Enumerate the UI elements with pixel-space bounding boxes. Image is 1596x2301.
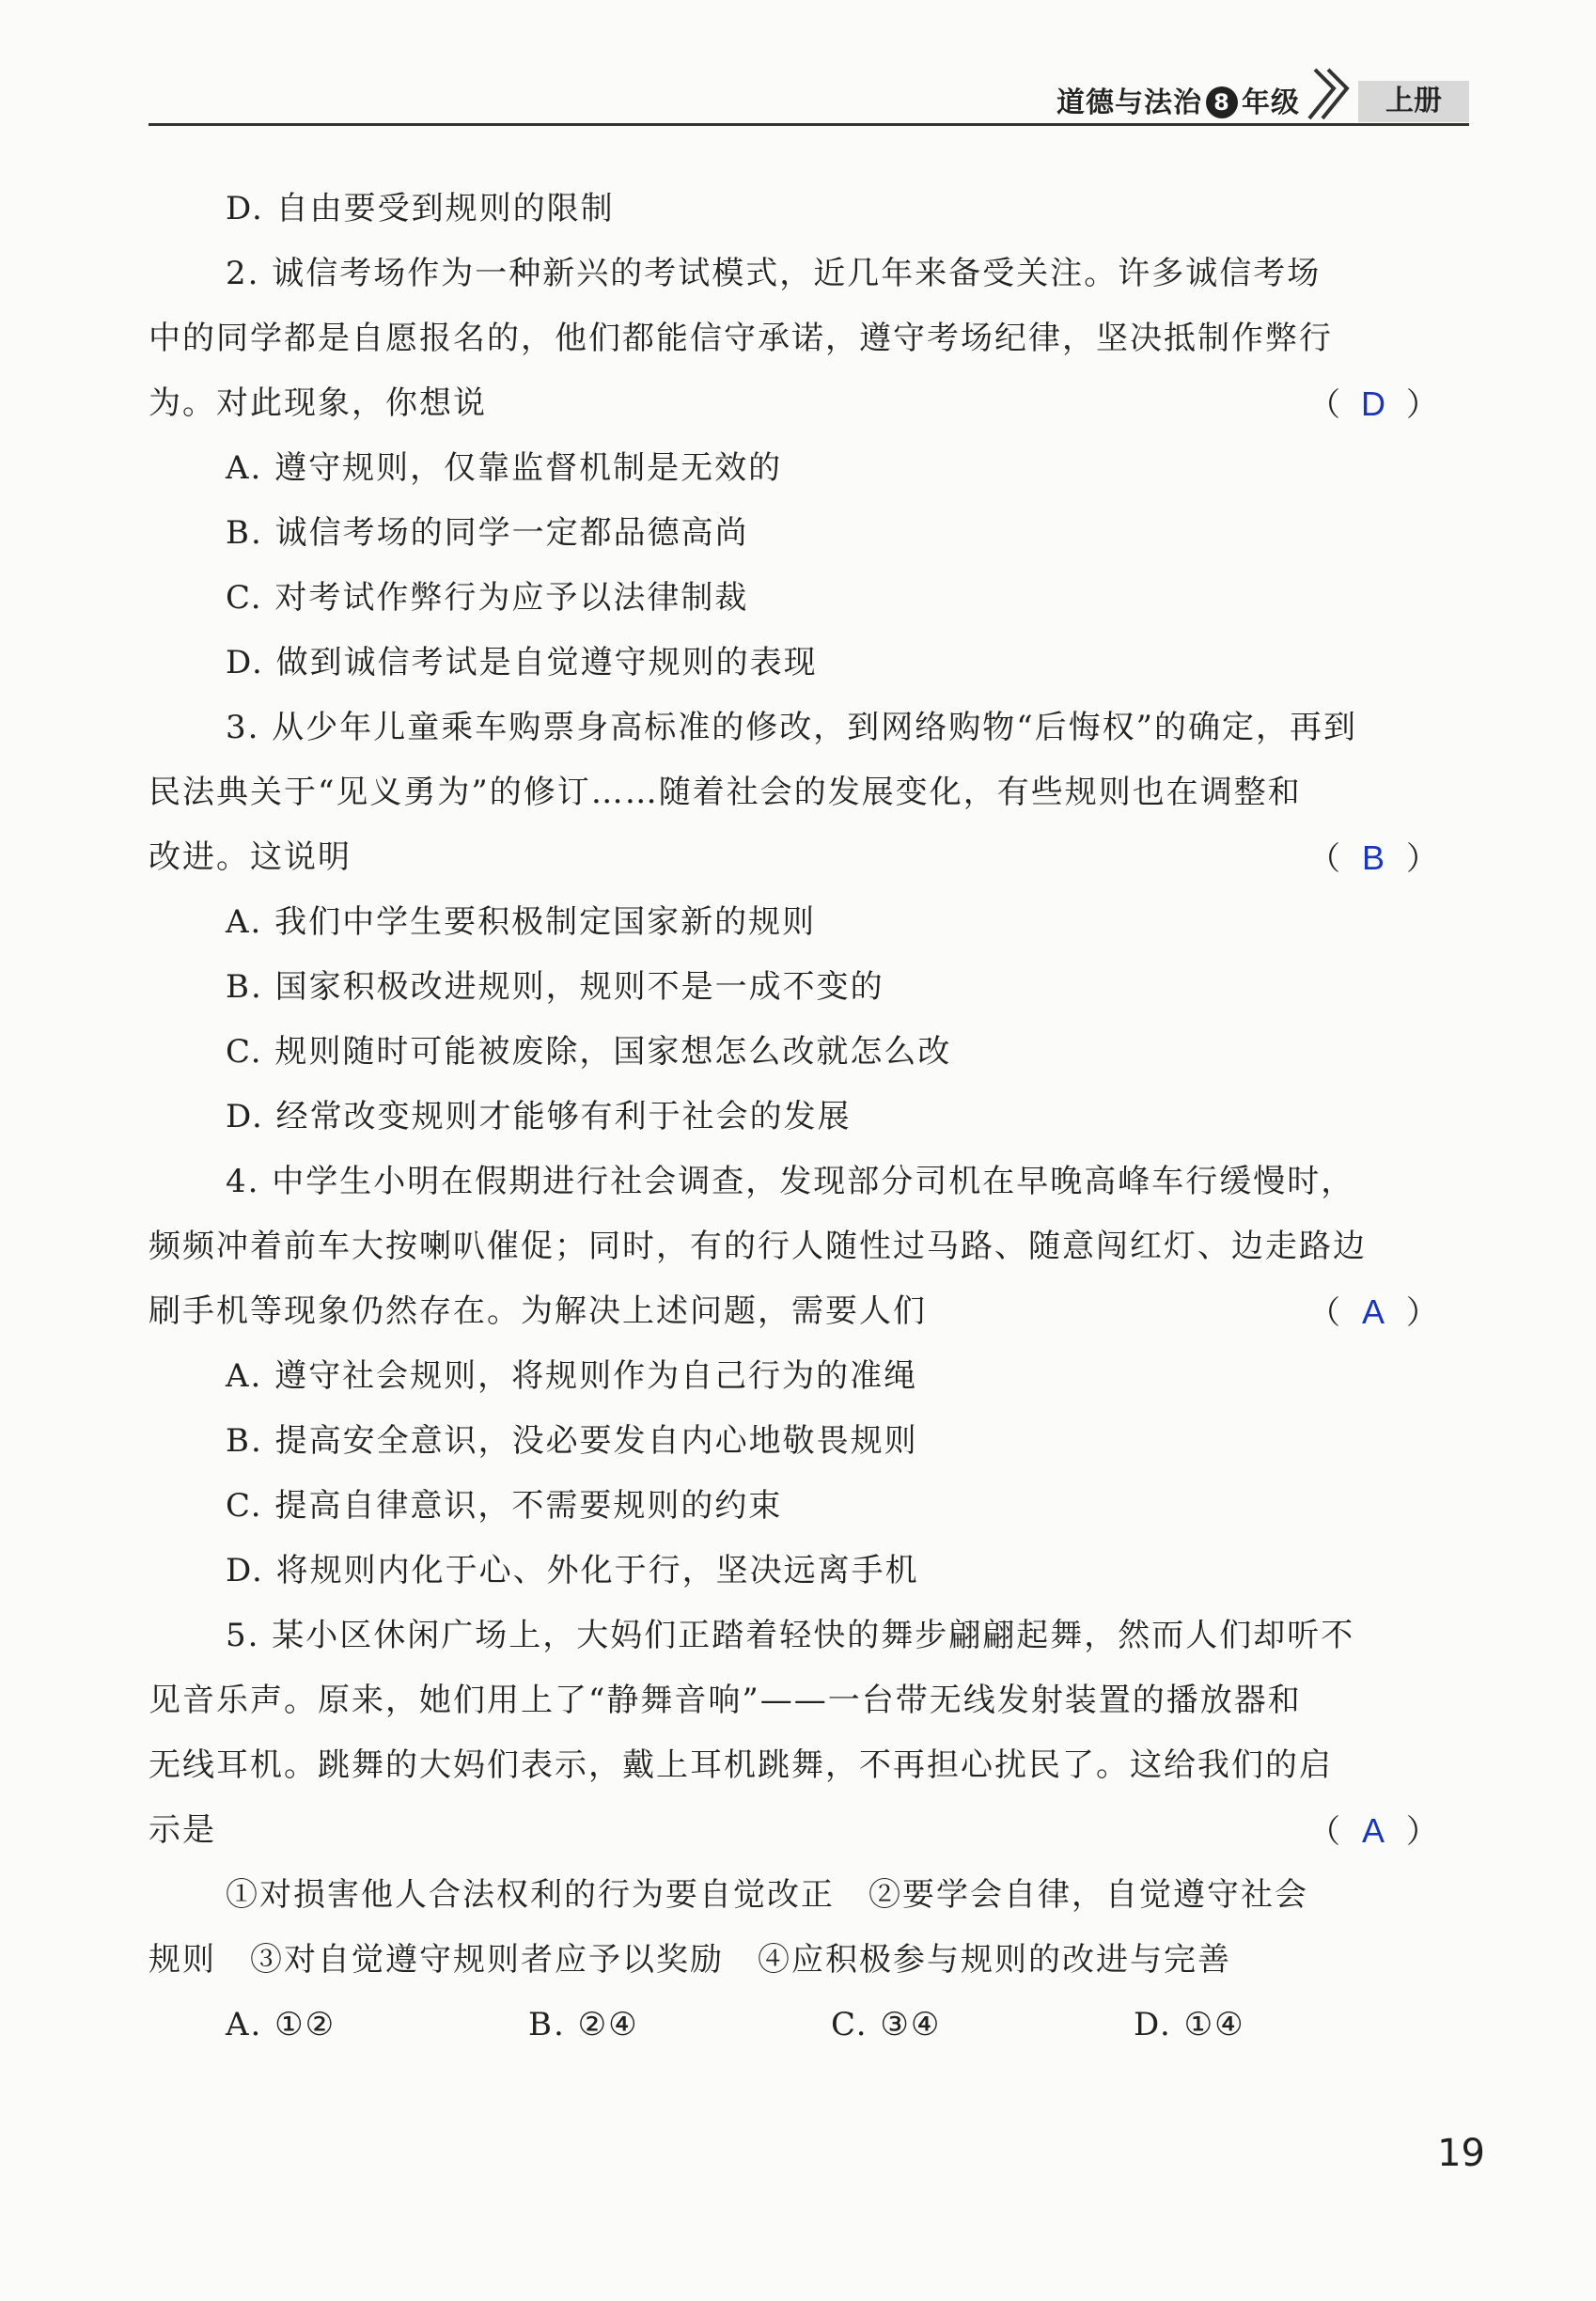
- paren-open: （: [1308, 386, 1340, 424]
- paren-close: ）: [1406, 386, 1438, 424]
- option-a: A. 遵守规则，仅靠监督机制是无效的: [226, 449, 783, 487]
- answer-letter: A: [1361, 1292, 1385, 1331]
- page-header: [149, 73, 1469, 126]
- question-3-stem: 3. 从少年儿童乘车购票身高标准的修改，到网络购物“后悔权”的确定，再到: [226, 709, 1358, 746]
- question-5-stem-end: [149, 1798, 1438, 1863]
- header-rule: [149, 123, 1469, 126]
- option-a: A. 我们中学生要积极制定国家新的规则: [226, 903, 817, 941]
- question-3-stem-end: [149, 825, 1438, 890]
- answer-bracket: [1308, 371, 1438, 438]
- option-row: [149, 1993, 1438, 2058]
- option-d: D. 将规则内化于心、外化于行，坚决远离手机: [226, 1552, 919, 1589]
- answer-letter: B: [1361, 838, 1385, 877]
- option-b: B. 提高安全意识，没必要发自内心地敬畏规则: [226, 1422, 918, 1460]
- statement-list: ①对损害他人合法权利的行为要自觉改正 ②要学会自律，自觉遵守社会: [226, 1876, 1308, 1914]
- question-4-stem-end: [149, 1279, 1438, 1344]
- question-text: 为。对此现象，你想说: [149, 384, 487, 422]
- paren-open: （: [1308, 1813, 1340, 1851]
- option-d: D. 做到诚信考试是自觉遵守规则的表现: [226, 644, 818, 681]
- option-c: C. 提高自律意识，不需要规则的约束: [226, 1487, 783, 1525]
- question-2-stem: 2. 诚信考场作为一种新兴的考试模式，近几年来备受关注。许多诚信考场: [226, 255, 1322, 292]
- question-text: 刷手机等现象仍然存在。为解决上述问题，需要人们: [149, 1292, 927, 1330]
- option-b: B. 国家积极改进规则，规则不是一成不变的: [226, 968, 884, 1006]
- volume-tab: 上册: [1358, 81, 1469, 122]
- question-text: 改进。这说明: [149, 838, 352, 876]
- question-2-stem: 中的同学都是自愿报名的，他们都能信守承诺，遵守考场纪律，坚决抵制作弊行: [149, 320, 1333, 357]
- option-d: D. 经常改变规则才能够有利于社会的发展: [226, 1098, 852, 1135]
- page-number: 19: [1437, 2132, 1485, 2175]
- option-b: B. ②④: [528, 2006, 639, 2043]
- question-5-stem: 5. 某小区休闲广场上，大妈们正踏着轻快的舞步翩翩起舞，然而人们却听不: [226, 1617, 1355, 1654]
- grade-badge: 8: [1206, 86, 1238, 118]
- option-c: C. ③④: [831, 2006, 942, 2043]
- question-3-stem: 民法典关于“见义勇为”的修订……随着社会的发展变化，有些规则也在调整和: [149, 774, 1302, 811]
- question-2-stem-end: [149, 371, 1438, 436]
- paren-close: ）: [1406, 1813, 1438, 1851]
- option-c: C. 规则随时可能被废除，国家想怎么改就怎么改: [226, 1033, 952, 1071]
- paren-close: ）: [1406, 1294, 1438, 1332]
- option-a: A. ①②: [226, 2006, 336, 2043]
- question-text: 示是: [149, 1811, 216, 1849]
- option-c: C. 对考试作弊行为应予以法律制裁: [226, 579, 749, 617]
- paren-open: （: [1308, 840, 1340, 878]
- answer-letter: A: [1361, 1811, 1385, 1850]
- answer-bracket: [1308, 1279, 1438, 1346]
- book-title: [1056, 79, 1300, 120]
- option-text: D. 自由要受到规则的限制: [226, 190, 615, 227]
- book-title-subject: 道德与法治: [1056, 86, 1202, 119]
- answer-bracket: [1308, 825, 1438, 892]
- paren-open: （: [1308, 1294, 1340, 1332]
- question-5-stem: 无线耳机。跳舞的大妈们表示，戴上耳机跳舞，不再担心扰民了。这给我们的启: [149, 1746, 1333, 1784]
- statement-list: 规则 ③对自觉遵守规则者应予以奖励 ④应积极参与规则的改进与完善: [149, 1941, 1231, 1979]
- questions-body: [149, 177, 1438, 2058]
- question-4-stem: 频频冲着前车大按喇叭催促；同时，有的行人随性过马路、随意闯红灯、边走路边: [149, 1228, 1367, 1265]
- question-4-stem: 4. 中学生小明在假期进行社会调查，发现部分司机在早晚高峰车行缓慢时，: [226, 1163, 1355, 1200]
- book-title-grade: 年级: [1242, 86, 1300, 119]
- option-a: A. 遵守社会规则，将规则作为自己行为的准绳: [226, 1357, 918, 1395]
- answer-letter: D: [1361, 384, 1385, 423]
- double-chevron-icon: [1306, 66, 1364, 124]
- option-b: B. 诚信考场的同学一定都品德高尚: [226, 514, 749, 552]
- option-d: D. ①④: [1134, 2006, 1245, 2043]
- question-5-stem: 见音乐声。原来，她们用上了“静舞音响”——一台带无线发射装置的播放器和: [149, 1682, 1302, 1719]
- answer-bracket: [1308, 1798, 1438, 1865]
- paren-close: ）: [1406, 840, 1438, 878]
